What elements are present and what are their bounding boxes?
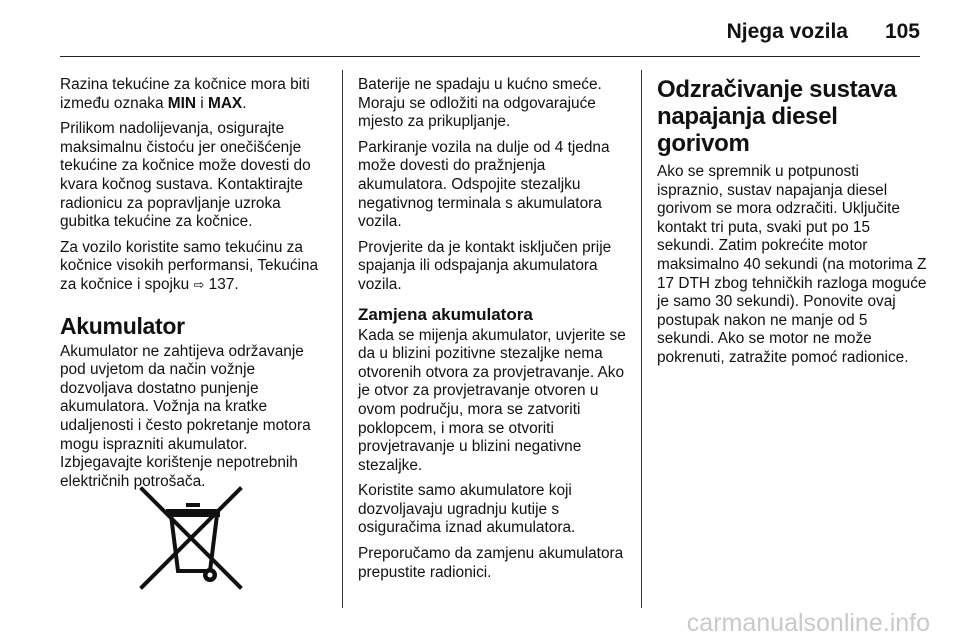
parking-paragraph: Parkiranje vozila na dulje od 4 tjedna može dovesti do pražnjenja akumulatora. Odspojite stezaljku negativnog terminala s akumulatora vozila. [358, 138, 610, 231]
column-left [60, 76, 330, 498]
max-mark: MAX [208, 94, 243, 112]
disposal-paragraph: Baterije ne spadaju u kućno smeće. Moraju se odložiti na odgovarajuće mjesto za prikupljanje. [358, 76, 602, 131]
page-title: Njega vozila [726, 20, 848, 43]
watermark: carmanualsonline.info [686, 609, 930, 637]
page-number: 105 [884, 20, 920, 43]
subsection-title-battery-replacement: Zamjena akumulatora [358, 304, 533, 324]
page-header [60, 14, 920, 57]
section-title-diesel-bleeding: Odzračivanje sustava napajanja diesel gorivom [657, 76, 897, 157]
replacement-paragraph: Kada se mijenja akumulator, uvjerite se da u blizini pozitivne stezaljke nema otvorenih otvora za provjetravanje. Ako je otvor za provjetravanje otvoren u ovom području, mora se zatvoriti poklopcem, i mora se otvoriti provjetravanje u blizini negativne stezaljke. [358, 326, 626, 474]
page-reference-link[interactable]: 137. [204, 275, 239, 293]
crossed-out-wheelie-bin-icon [138, 485, 244, 591]
column-divider-2 [641, 70, 642, 608]
brake-fluid-type-paragraph: Za vozilo koristite samo tekućinu za kočnice visokih performansi, Tekućina za kočnice i spojku ⇨ 137. [60, 238, 319, 293]
min-mark: MIN [167, 94, 197, 112]
battery-paragraph: Akumulator ne zahtijeva održavanje pod uvjetom da način vožnje dozvoljava dostatno punjenje akumulatora. Vožnja na kratke udaljenosti i često pokretanje motora mogu isprazniti akumulator. Izbjegavajte korištenje nepotrebnih električnih potrošača. [60, 342, 311, 490]
brake-fluid-level-paragraph: Razina tekućine za kočnice mora biti između oznaka MIN i MAX. [60, 76, 310, 112]
refill-paragraph: Prilikom nadolijevanja, osigurajte maksimalnu čistoću jer onečišćenje tekućine za kočnice može dovesti do kvara kočnog sustava. Kontaktirajte radionicu za popravljanje uzroka gubitka tekućine za kočnice. [60, 120, 311, 231]
workshop-paragraph: Preporučamo da zamjenu akumulatora prepustite radionici. [358, 545, 624, 581]
ignition-paragraph: Provjerite da je kontakt isključen prije spajanja ili odspajanja akumulatora vozila. [358, 238, 612, 293]
column-right [657, 76, 927, 375]
column-divider-1 [342, 70, 343, 608]
fuse-box-paragraph: Koristite samo akumulatore koji dozvoljavaju ugradnju kutije s osiguračima iznad akumulatora. [358, 482, 576, 537]
column-middle [358, 76, 633, 589]
page-reference-arrow-icon: ⇨ [193, 276, 205, 292]
diesel-bleeding-paragraph: Ako se spremnik u potpunosti ispraznio, sustav napajanja diesel gorivom se mora odzračiti. Uključite kontakt tri puta, svaki put po 15 sekundi. Zatim pokrećite motor maksimalno 40 sekundi (na motorima Z 17 DTH zbog tehničkih razloga moguće je samo 30 sekundi). Ponovite ovaj postupak nakon ne manje od 5 sekundi. Ako se motor ne može pokrenuti, zatražite pomoć radionice. [657, 163, 927, 366]
section-title-battery: Akumulator [60, 312, 185, 339]
